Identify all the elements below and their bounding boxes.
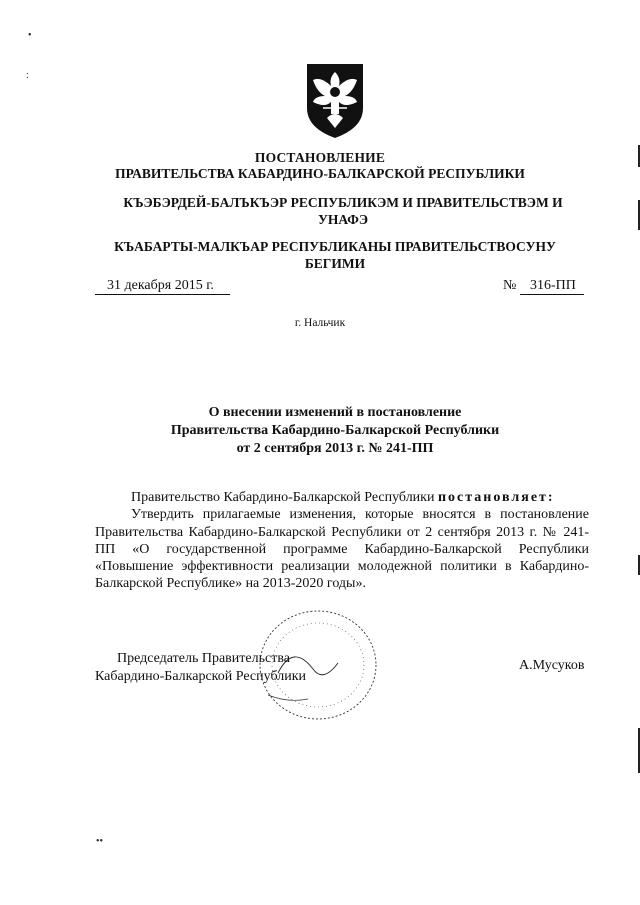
document-number: 316-ПП <box>520 277 584 295</box>
signatory-title <box>95 650 355 686</box>
scan-speck: •• <box>96 836 104 847</box>
scan-speck: • <box>28 30 32 41</box>
decree-text: Утвердить прилагаемые изменения, которые вносятся в постановление Правительства Кабардино-Балкарской Республики от 2 сентября 2013 г. № 241-ПП «О государственной программе Кабардино-Балкарской Республики «Повышение эффективности реализации молодежной политики в Кабардино-Балкарской Республике» на 2013-2020 годы». <box>95 507 589 592</box>
decree-word: постановляет: <box>437 490 555 505</box>
signatory-name: А.Мусуков <box>519 658 585 673</box>
title-line-1: О внесении изменений в постановление <box>208 405 462 420</box>
title-line-3: от 2 сентября 2013 г. № 241-ПП <box>236 441 434 456</box>
number-label: № <box>503 278 517 293</box>
document-date: 31 декабря 2015 г. <box>95 277 230 295</box>
kabardian-heading: КЪЭБЭРДЕЙ-БАЛЪКЪЭР РЕСПУБЛИКЭМ И ПРАВИТЕЛЬСТВЭМ И УНАФЭ <box>123 195 563 227</box>
scan-speck: : <box>26 70 29 81</box>
signatory-title-line-1: Председатель Правительства <box>117 651 290 666</box>
intro-text: Правительство Кабардино-Балкарской Республики <box>131 490 435 505</box>
document-body <box>95 489 589 593</box>
decree-intro <box>95 489 589 506</box>
doc-type-heading: ПОСТАНОВЛЕНИЕ <box>254 150 386 165</box>
signatory-title-line-2: Кабардино-Балкарской Республики <box>95 669 306 684</box>
issuer-heading: ПРАВИТЕЛЬСТВА КАБАРДИНО-БАЛКАРСКОЙ РЕСПУБЛИКИ <box>115 166 525 181</box>
balkar-heading: КЪАБАРТЫ-МАЛКЪАР РЕСПУБЛИКАНЫ ПРАВИТЕЛЬСТВОСУНУ БЕГИМИ <box>114 239 556 271</box>
coat-of-arms-eagle-icon <box>303 62 367 140</box>
city-label: г. Нальчик <box>294 317 346 329</box>
title-line-2: Правительства Кабардино-Балкарской Республики <box>170 423 500 438</box>
document-title <box>95 404 575 458</box>
